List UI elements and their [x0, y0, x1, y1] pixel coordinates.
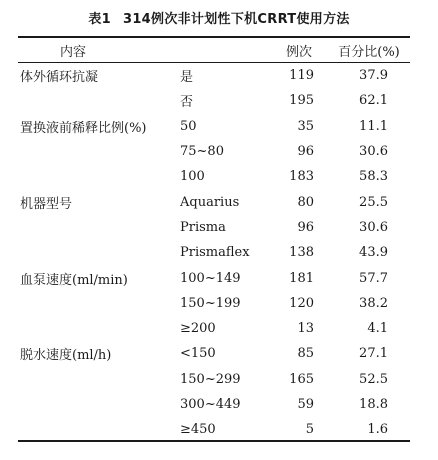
- table-row: [18, 62, 410, 88]
- table-caption-title: 314例次非计划性下机CRRT使用方法: [122, 12, 350, 27]
- row-count: 181: [289, 270, 314, 286]
- header-content: 内容: [60, 44, 87, 60]
- row-count: 85: [297, 346, 314, 362]
- row-count: 165: [289, 371, 314, 387]
- row-count: 5: [305, 422, 314, 438]
- row-subcategory: 150~199: [180, 295, 241, 311]
- row-count: 96: [297, 144, 314, 160]
- row-category: 脱水速度(ml/h): [20, 348, 112, 364]
- header-count: 例次: [285, 44, 312, 60]
- row-percent: 30.6: [359, 144, 388, 160]
- row-category: [18, 291, 178, 316]
- row-percent: 30.6: [359, 219, 388, 235]
- row-percent: 27.1: [359, 346, 388, 362]
- header-subcategory: [178, 38, 270, 62]
- row-category: [18, 417, 178, 442]
- table-row: [18, 189, 410, 214]
- table-row: [18, 114, 410, 139]
- row-percent: 1.6: [367, 422, 388, 438]
- table-row: [18, 164, 410, 189]
- table-row: [18, 240, 410, 265]
- row-subcategory: 300~449: [180, 397, 241, 412]
- row-percent: 52.5: [359, 371, 388, 387]
- table-header-row: [18, 38, 410, 62]
- row-subcategory: 50: [180, 118, 197, 134]
- row-subcategory: Aquarius: [180, 194, 240, 210]
- row-category: 体外循环抗凝: [20, 70, 99, 86]
- table-row: [18, 367, 410, 392]
- row-count: 120: [289, 295, 314, 311]
- row-subcategory: 100~149: [180, 270, 241, 286]
- table-row: [18, 291, 410, 316]
- row-count: 119: [289, 68, 314, 84]
- table-row: [18, 139, 410, 164]
- row-category: [18, 316, 178, 341]
- row-count: 195: [289, 93, 314, 109]
- row-category: [18, 164, 178, 189]
- row-percent: 37.9: [359, 68, 388, 84]
- row-count: 59: [297, 397, 314, 412]
- row-category: [18, 392, 178, 417]
- row-percent: 18.8: [359, 397, 388, 412]
- row-subcategory: ≥200: [180, 321, 216, 337]
- row-subcategory: 否: [180, 95, 194, 111]
- row-percent: 57.7: [359, 270, 388, 286]
- table-row: [18, 341, 410, 366]
- row-subcategory: 150~299: [180, 371, 241, 387]
- row-category: [18, 240, 178, 265]
- row-category: 置换液前稀释比例(%): [20, 120, 147, 136]
- table-row: [18, 417, 410, 442]
- row-count: 80: [297, 194, 314, 210]
- row-count: 96: [297, 219, 314, 235]
- table-body: [18, 62, 410, 442]
- row-count: 138: [289, 245, 314, 261]
- data-table: [18, 38, 410, 442]
- table-row: [18, 265, 410, 290]
- row-category: [18, 139, 178, 164]
- row-subcategory: Prisma: [180, 219, 226, 235]
- row-category: 机器型号: [20, 196, 73, 212]
- table-caption: [0, 8, 438, 27]
- table-row: [18, 392, 410, 417]
- row-subcategory: <150: [180, 346, 216, 362]
- row-subcategory: Prismaflex: [180, 245, 250, 261]
- row-category: [18, 88, 178, 113]
- table-caption-number: 表1: [88, 12, 111, 27]
- row-subcategory: 75~80: [180, 144, 224, 160]
- row-subcategory: ≥450: [180, 422, 216, 438]
- row-subcategory: 100: [180, 169, 205, 185]
- row-percent: 11.1: [359, 118, 388, 134]
- row-count: 35: [297, 118, 314, 134]
- header-percent: 百分比(%): [338, 44, 400, 60]
- row-percent: 4.1: [367, 321, 388, 337]
- row-count: 13: [297, 321, 314, 337]
- row-percent: 43.9: [359, 245, 388, 261]
- row-subcategory: 是: [180, 70, 194, 86]
- row-percent: 38.2: [359, 295, 388, 311]
- row-count: 183: [289, 169, 314, 185]
- row-category: [18, 215, 178, 240]
- row-percent: 58.3: [359, 169, 388, 185]
- row-category: 血泵速度(ml/min): [20, 272, 128, 288]
- table-row: [18, 88, 410, 113]
- row-percent: 25.5: [359, 194, 388, 210]
- table-row: [18, 215, 410, 240]
- table-row: [18, 316, 410, 341]
- row-category: [18, 367, 178, 392]
- row-percent: 62.1: [359, 93, 388, 109]
